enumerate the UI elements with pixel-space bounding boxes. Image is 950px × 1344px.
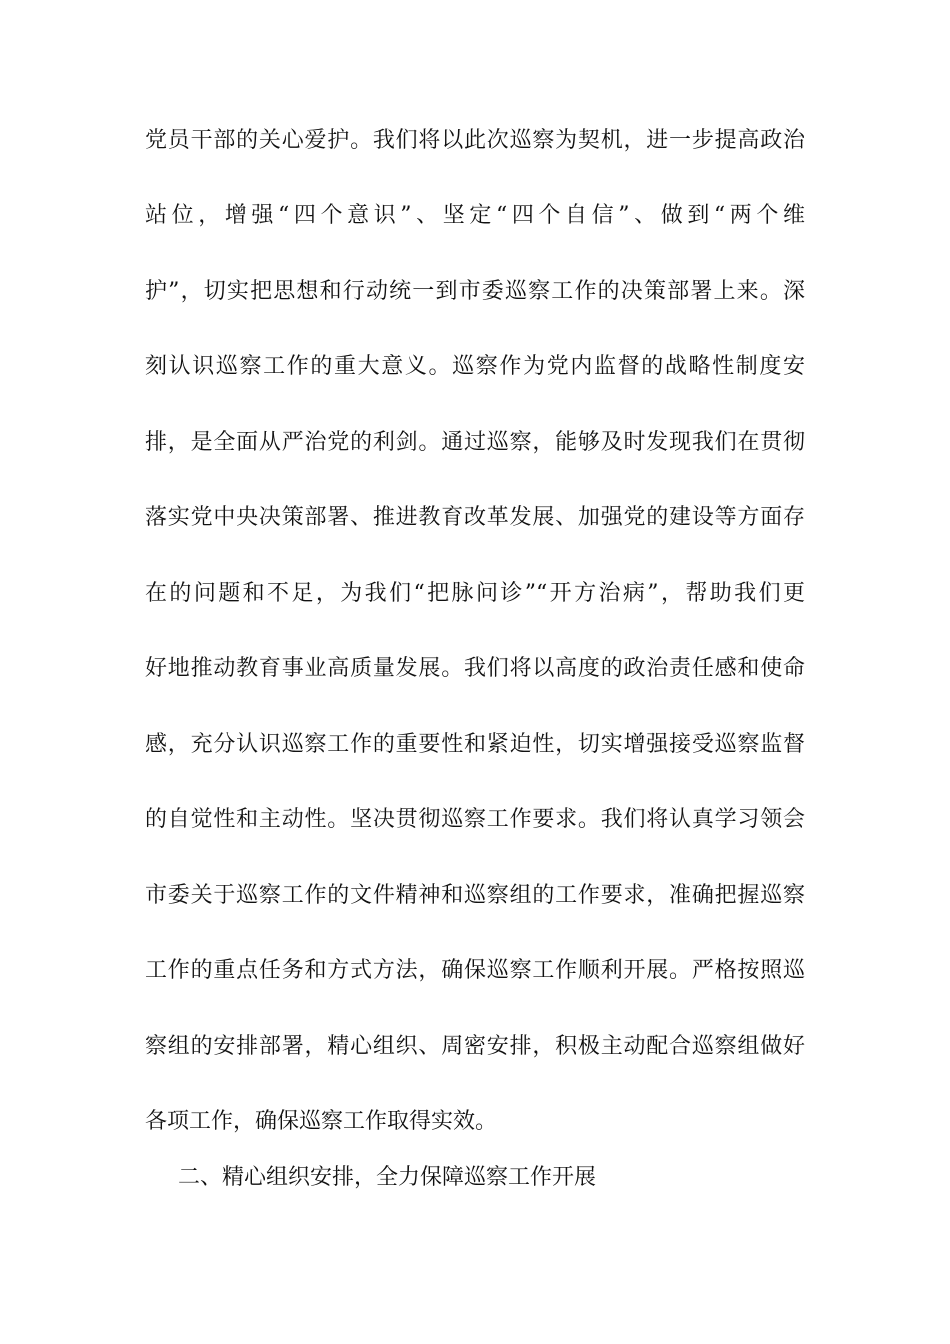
paragraph-line: 护”，切实把思想和行动统一到市委巡察工作的决策部署上来。深 [145, 279, 805, 304]
paragraph-line: 党员干部的关心爱护。我们将以此次巡察为契机，进一步提高政治 [145, 128, 805, 153]
paragraph-line: 在的问题和不足，为我们“把脉问诊”“开方治病”，帮助我们更 [145, 581, 805, 606]
paragraph-line: 站位，增强“四个意识”、坚定“四个自信”、做到“两个维 [145, 203, 805, 228]
paragraph-line: 市委关于巡察工作的文件精神和巡察组的工作要求，准确把握巡察 [145, 883, 805, 908]
paragraph-line: 各项工作，确保巡察工作取得实效。 [145, 1109, 498, 1134]
paragraph-line: 感，充分认识巡察工作的重要性和紧迫性，切实增强接受巡察监督 [145, 732, 805, 757]
paragraph-line: 好地推动教育事业高质量发展。我们将以高度的政治责任感和使命 [145, 656, 805, 681]
paragraph-line: 落实党中央决策部署、推进教育改革发展、加强党的建设等方面存 [145, 505, 805, 530]
paragraph-line: 工作的重点任务和方式方法，确保巡察工作顺利开展。严格按照巡 [145, 958, 805, 983]
paragraph-line: 的自觉性和主动性。坚决贯彻巡察工作要求。我们将认真学习领会 [145, 807, 805, 832]
paragraph-line: 排，是全面从严治党的利剑。通过巡察，能够及时发现我们在贯彻 [145, 430, 805, 455]
paragraph-line: 察组的安排部署，精心组织、周密安排，积极主动配合巡察组做好 [145, 1034, 805, 1059]
section-heading: 二、精心组织安排，全力保障巡察工作开展 [178, 1165, 597, 1190]
paragraph-line: 刻认识巡察工作的重大意义。巡察作为党内监督的战略性制度安 [145, 354, 805, 379]
